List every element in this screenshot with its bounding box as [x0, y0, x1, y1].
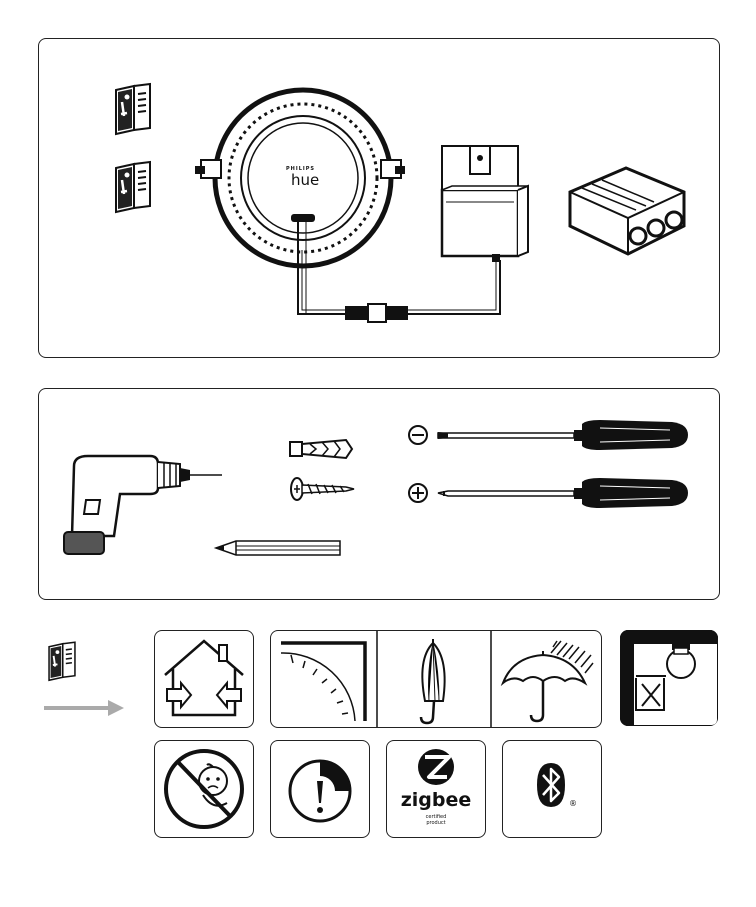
drill-icon [60, 452, 230, 562]
manual-booklet-icon [46, 640, 78, 684]
indoor-use-box [154, 630, 254, 728]
keep-away-children-box [154, 740, 254, 838]
zigbee-sub-line1: certified [425, 814, 447, 820]
keep-away-children-icon [155, 741, 253, 837]
zigbee-logo-text: zigbee [400, 789, 472, 811]
arrow-right-icon [44, 698, 128, 718]
wall-plug-icon [286, 436, 356, 462]
no-rain-icon [495, 631, 601, 727]
zigbee-box [386, 740, 486, 838]
zigbee-sub-line2: product [426, 820, 446, 826]
screw-icon [288, 476, 358, 502]
no-insulation-cover-box [620, 630, 718, 726]
no-wet-icon [381, 631, 487, 727]
no-dim-box [270, 740, 370, 838]
bluetooth-box [502, 740, 602, 838]
wago-connector-icon [566, 162, 690, 262]
flat-screwdriver-icon [404, 418, 690, 452]
environment-box [270, 630, 602, 728]
bluetooth-icon [503, 741, 601, 837]
brand-small-text: PHILIPS [286, 166, 316, 172]
hue-logo: hue [291, 171, 320, 189]
indoor-use-icon [155, 631, 253, 727]
phillips-screwdriver-icon [404, 476, 690, 510]
no-insulation-cover-icon [620, 630, 718, 726]
no-dim-icon [271, 741, 369, 837]
manual-booklet-icon [112, 160, 154, 216]
pencil-icon [214, 537, 344, 559]
driver-box-icon [436, 142, 536, 270]
registered-mark: ® [569, 799, 577, 808]
manual-booklet-icon [112, 82, 154, 138]
